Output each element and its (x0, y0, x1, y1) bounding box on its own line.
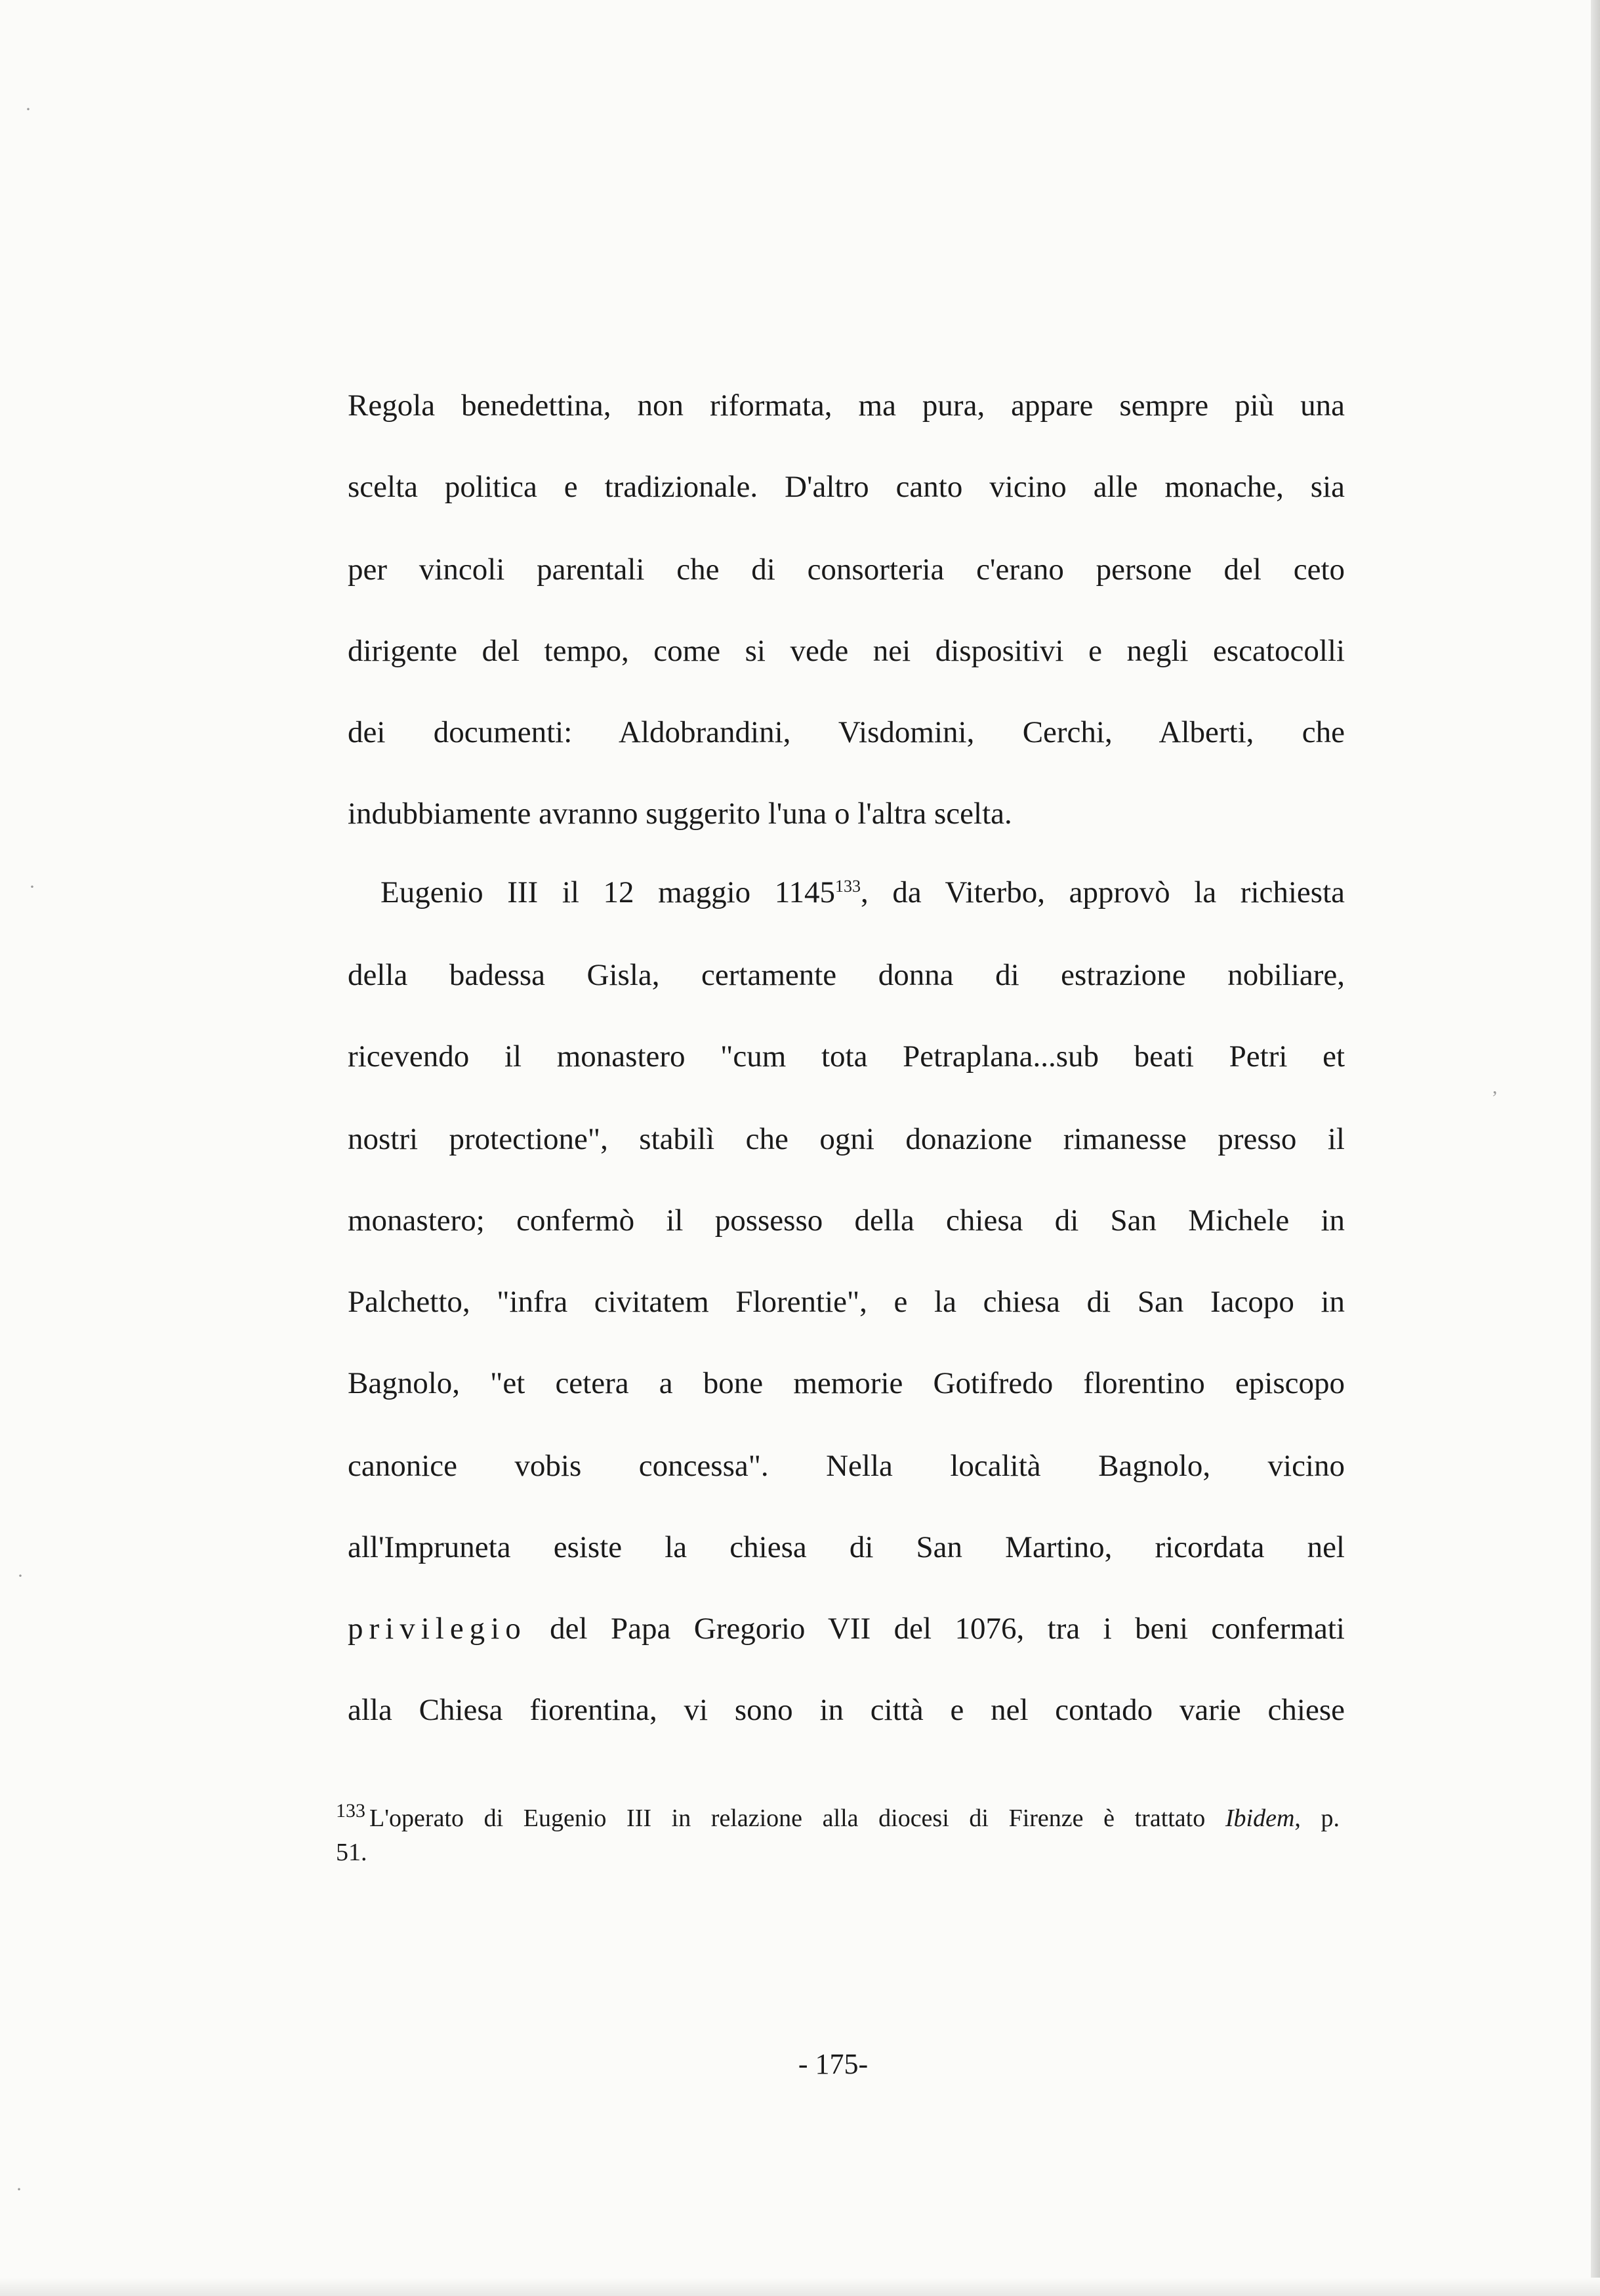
scan-speck-mark: · (29, 876, 35, 898)
text-line: Bagnolo, "et cetera a bone memorie Gotifredo florentino episcopo (348, 1366, 1345, 1400)
text-line: ricevendo il monastero "cum tota Petraplana...sub beati Petri et (348, 1039, 1345, 1074)
scan-speck-mark: · (25, 98, 31, 120)
page-number: - 175- (798, 2048, 869, 2080)
text-line: all'Impruneta esiste la chiesa di San Martino, ricordata nel (348, 1530, 1345, 1564)
text-line: per vincoli parentali che di consorteria c'erano persone del ceto (348, 553, 1345, 587)
text-line: dei documenti: Aldobrandini, Visdomini, Cerchi, Alberti, che (348, 715, 1345, 749)
footnote-ibidem: Ibidem (1225, 1805, 1295, 1832)
footnote-text: , p. (1294, 1805, 1340, 1832)
footnote (336, 1801, 1340, 1869)
scan-speck-mark: · (16, 2179, 22, 2200)
text-line: monastero; confermò il possesso della chiesa di San Michele in (348, 1203, 1345, 1238)
text-line: Palchetto, "infra civitatem Florentie", e la chiesa di San Iacopo in (348, 1285, 1345, 1319)
footnote-line: 51. (336, 1839, 367, 1866)
text-segment-spaced: privilegio (348, 1612, 527, 1646)
scan-edge (0, 2278, 1600, 2296)
footnote-number: 133 (336, 1800, 365, 1822)
footnote-line (336, 1801, 1340, 1835)
scan-speck-mark: , (1492, 1076, 1498, 1098)
text-line: indubbiamente avranno suggerito l'una o l'altra scelta. (348, 797, 1012, 831)
text-line: dirigente del tempo, come si vede nei dispositivi e negli escatocolli (348, 634, 1345, 668)
scan-speck-mark: · (17, 1565, 24, 1587)
text-line: della badessa Gisla, certamente donna di estrazione nobiliare, (348, 958, 1345, 992)
footnote-reference: 133 (835, 877, 861, 896)
text-line: scelta politica e tradizionale. D'altro canto vicino alle monache, sia (348, 470, 1345, 504)
text-line: canonice vobis concessa". Nella località Bagnolo, vicino (348, 1449, 1345, 1483)
text-line (348, 873, 1345, 912)
text-segment: del Papa Gregorio VII del 1076, tra i beni confermati (526, 1612, 1345, 1646)
text-line: nostri protectione", stabilì che ogni donazione rimanesse presso il (348, 1122, 1345, 1156)
scan-edge (1591, 0, 1600, 2296)
text-line: alla Chiesa fiorentina, vi sono in città e nel contado varie chiese (348, 1693, 1345, 1727)
text-line: Regola benedettina, non riformata, ma pura, appare sempre più una (348, 388, 1345, 423)
text-segment: , da Viterbo, approvò la richiesta (861, 875, 1345, 909)
text-line (348, 1609, 1345, 1648)
text-segment: Eugenio III il 12 maggio 1145 (380, 875, 836, 909)
footnote-text: L'operato di Eugenio III in relazione alla diocesi di Firenze è trattato (369, 1805, 1225, 1832)
